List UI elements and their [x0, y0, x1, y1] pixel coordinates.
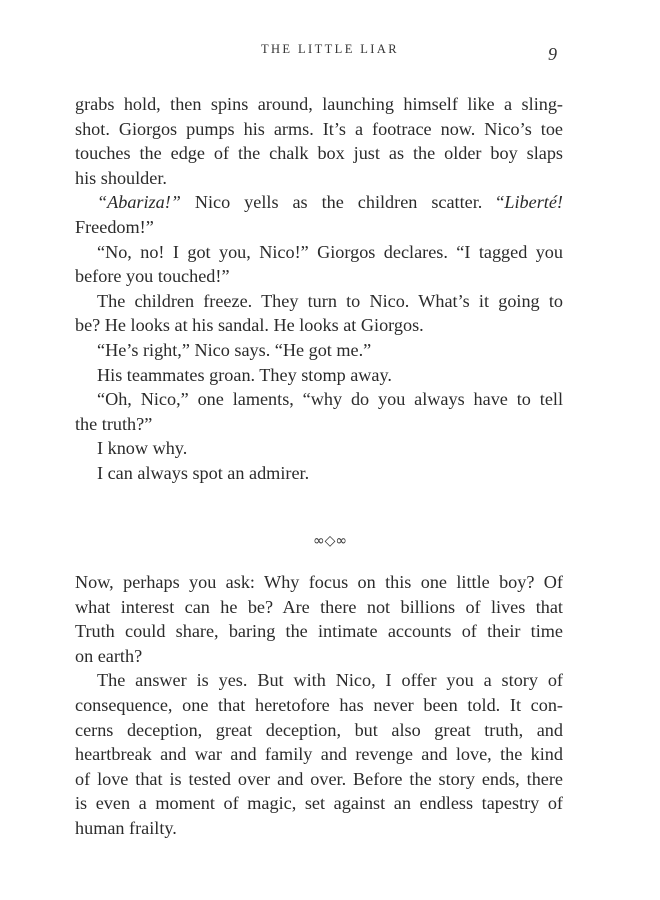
section-break-ornament: ∞◇∞: [312, 533, 348, 549]
text-line: Freedom!”: [75, 216, 154, 237]
text-line: Truth could share, baring the intimate accounts of their time: [75, 621, 563, 642]
text-line: grabs hold, then spins around, launching himself like a sling-: [75, 94, 563, 114]
text-line: before you touched!”: [75, 266, 230, 287]
running-head-title: THE LITTLE LIAR: [260, 42, 400, 56]
text-line: consequence, one that heretofore has never been told. It con-: [75, 694, 563, 715]
text-line: The answer is yes. But with Nico, I offer you a story of: [97, 670, 563, 691]
body-text-section-2: [75, 570, 563, 841]
text-line: touches the edge of the chalk box just as the older boy slaps: [75, 143, 563, 164]
text-line: “Abariza!” Nico yells as the children scatter. “Liberté!: [97, 192, 563, 213]
text-line: his shoulder.: [75, 167, 167, 188]
text-line: human frailty.: [75, 817, 177, 838]
text-line: The children freeze. They turn to Nico. What’s it going to: [97, 290, 563, 311]
text-line: cerns deception, great deception, but also great truth, and: [75, 719, 563, 740]
text-line: His teammates groan. They stomp away.: [97, 364, 392, 385]
text-line: I can always spot an admirer.: [97, 462, 310, 483]
text-line: “No, no! I got you, Nico!” Giorgos declares. “I tagged you: [97, 241, 563, 262]
text-line: is even a moment of magic, set against an endless tapestry of: [75, 793, 563, 814]
text-line: the truth?”: [75, 413, 153, 434]
text-line: I know why.: [97, 438, 188, 459]
text-line: “He’s right,” Nico says. “He got me.”: [97, 339, 372, 360]
text-line: Now, perhaps you ask: Why focus on this one little boy? Of: [75, 572, 563, 592]
text-line: of love that is tested over and over. Before the story ends, there: [75, 768, 563, 789]
text-line: shot. Giorgos pumps his arms. It’s a footrace now. Nico’s toe: [75, 118, 563, 139]
text-line: be? He looks at his sandal. He looks at Giorgos.: [75, 315, 424, 336]
text-line: “Oh, Nico,” one laments, “why do you always have to tell: [97, 389, 563, 410]
text-line: what interest can he be? Are there not billions of lives that: [75, 596, 563, 617]
body-text-section-1: [75, 92, 563, 486]
page-number: 9: [548, 44, 557, 64]
text-line: on earth?: [75, 645, 143, 666]
text-line: heartbreak and war and family and revenge and love, the kind: [75, 744, 563, 765]
